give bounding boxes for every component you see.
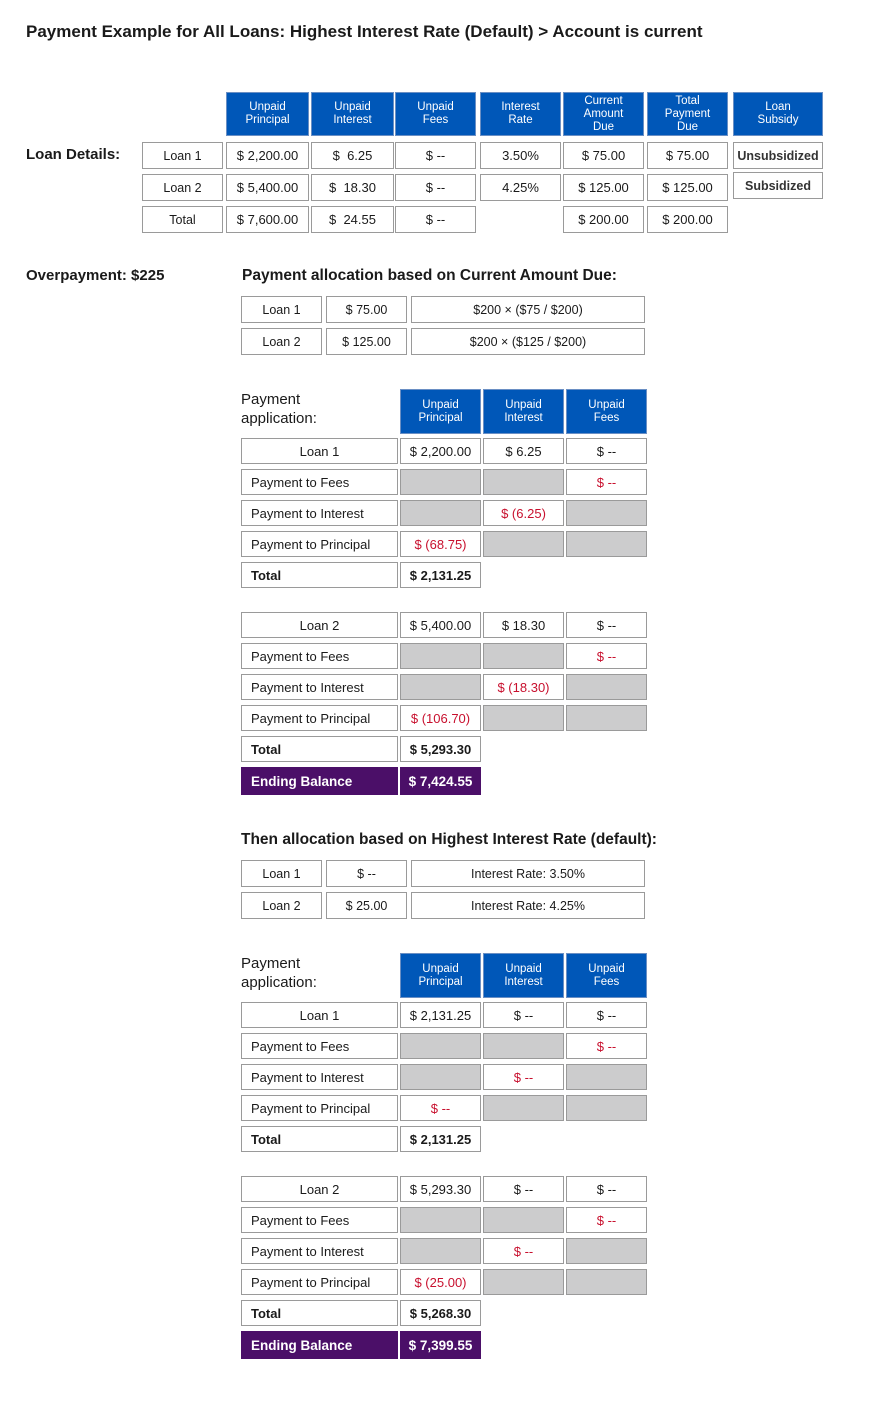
header-unpaid-fees: Unpaid Fees bbox=[395, 92, 476, 136]
payment-to-principal-value: $ -- bbox=[400, 1095, 481, 1121]
interest-rate-value: 4.25% bbox=[480, 174, 561, 201]
loan-name: Loan 1 bbox=[241, 438, 398, 464]
empty-cell bbox=[483, 1095, 564, 1121]
payment-to-interest-label: Payment to Interest bbox=[241, 500, 398, 526]
empty-cell bbox=[483, 643, 564, 669]
empty-cell bbox=[566, 705, 647, 731]
unpaid-fees-value: $ -- bbox=[395, 174, 476, 201]
payment-to-principal-value: $ (25.00) bbox=[400, 1269, 481, 1295]
unpaid-interest-value: $ 6.25 bbox=[311, 142, 394, 169]
payment-to-interest-label: Payment to Interest bbox=[241, 1064, 398, 1090]
allocation-loan-name: Loan 1 bbox=[241, 296, 322, 323]
empty-cell bbox=[400, 469, 481, 495]
payment-application-label bbox=[241, 390, 317, 428]
payment-to-fees-value: $ -- bbox=[566, 1207, 647, 1233]
unpaid-principal-value: $ 5,400.00 bbox=[226, 174, 309, 201]
payment-to-principal-label: Payment to Principal bbox=[241, 1269, 398, 1295]
ending-balance-label: Ending Balance bbox=[241, 767, 398, 795]
loan-name: Loan 2 bbox=[241, 1176, 398, 1202]
header-unpaid-interest: Unpaid Interest bbox=[483, 389, 564, 434]
unpaid-fees-value: $ -- bbox=[566, 612, 647, 638]
unpaid-interest-value: $ 6.25 bbox=[483, 438, 564, 464]
empty-cell bbox=[400, 1238, 481, 1264]
payment-to-fees-value: $ -- bbox=[566, 643, 647, 669]
empty-cell bbox=[566, 1269, 647, 1295]
payment-to-interest-label: Payment to Interest bbox=[241, 674, 398, 700]
total-value: $ 2,131.25 bbox=[400, 1126, 481, 1152]
unpaid-principal-value: $ 2,131.25 bbox=[400, 1002, 481, 1028]
empty-cell bbox=[566, 1064, 647, 1090]
payment-to-fees-label: Payment to Fees bbox=[241, 1207, 398, 1233]
empty-cell bbox=[400, 1207, 481, 1233]
header-total-payment-due: Total Payment Due bbox=[647, 92, 728, 136]
total-payment-due-value: $ 75.00 bbox=[647, 142, 728, 169]
unpaid-fees-value: $ -- bbox=[566, 438, 647, 464]
unpaid-interest-value: $ -- bbox=[483, 1176, 564, 1202]
empty-cell bbox=[566, 531, 647, 557]
unpaid-principal-value: $ 7,600.00 bbox=[226, 206, 309, 233]
current-amount-due-value: $ 75.00 bbox=[563, 142, 644, 169]
header-unpaid-fees: Unpaid Fees bbox=[566, 953, 647, 998]
header-current-amount-due: Current Amount Due bbox=[563, 92, 644, 136]
total-label: Total bbox=[241, 562, 398, 588]
empty-cell bbox=[483, 705, 564, 731]
allocation-amount: $ 125.00 bbox=[326, 328, 407, 355]
loan-name: Loan 1 bbox=[241, 1002, 398, 1028]
unpaid-fees-value: $ -- bbox=[395, 206, 476, 233]
loan-name: Loan 2 bbox=[142, 174, 223, 201]
unpaid-principal-value: $ 2,200.00 bbox=[400, 438, 481, 464]
payment-to-fees-value: $ -- bbox=[566, 469, 647, 495]
payment-to-principal-label: Payment to Principal bbox=[241, 1095, 398, 1121]
empty-cell bbox=[483, 531, 564, 557]
payment-application-label-line2: application: bbox=[241, 974, 317, 991]
unpaid-principal-value: $ 2,200.00 bbox=[226, 142, 309, 169]
empty-cell bbox=[566, 674, 647, 700]
ending-balance-label: Ending Balance bbox=[241, 1331, 398, 1359]
empty-cell bbox=[483, 1033, 564, 1059]
current-amount-due-value: $ 200.00 bbox=[563, 206, 644, 233]
header-unpaid-interest: Unpaid Interest bbox=[311, 92, 394, 136]
unpaid-principal-value: $ 5,400.00 bbox=[400, 612, 481, 638]
loan-name: Loan 1 bbox=[142, 142, 223, 169]
empty-cell bbox=[483, 469, 564, 495]
total-value: $ 5,293.30 bbox=[400, 736, 481, 762]
loan-details-label: Loan Details: bbox=[26, 146, 121, 163]
unpaid-fees-value: $ -- bbox=[395, 142, 476, 169]
empty-cell bbox=[400, 500, 481, 526]
payment-to-interest-label: Payment to Interest bbox=[241, 1238, 398, 1264]
payment-to-principal-value: $ (106.70) bbox=[400, 705, 481, 731]
header-interest-rate: Interest Rate bbox=[480, 92, 561, 136]
payment-to-interest-value: $ (18.30) bbox=[483, 674, 564, 700]
payment-application-label-line1: Payment bbox=[241, 955, 301, 972]
loan-subsidy-value: Unsubsidized bbox=[733, 142, 823, 169]
header-unpaid-interest: Unpaid Interest bbox=[483, 953, 564, 998]
overpayment-label: Overpayment: $225 bbox=[26, 267, 165, 284]
total-value: $ 5,268.30 bbox=[400, 1300, 481, 1326]
payment-to-fees-label: Payment to Fees bbox=[241, 469, 398, 495]
payment-to-fees-label: Payment to Fees bbox=[241, 1033, 398, 1059]
empty-cell bbox=[400, 643, 481, 669]
total-label: Total bbox=[241, 1300, 398, 1326]
payment-to-principal-label: Payment to Principal bbox=[241, 531, 398, 557]
payment-to-interest-value: $ -- bbox=[483, 1064, 564, 1090]
header-unpaid-principal: Unpaid Principal bbox=[226, 92, 309, 136]
payment-to-principal-value: $ (68.75) bbox=[400, 531, 481, 557]
unpaid-interest-value: $ 18.30 bbox=[311, 174, 394, 201]
empty-cell bbox=[483, 1269, 564, 1295]
unpaid-principal-value: $ 5,293.30 bbox=[400, 1176, 481, 1202]
unpaid-interest-value: $ 24.55 bbox=[311, 206, 394, 233]
total-label: Total bbox=[241, 736, 398, 762]
payment-application-label bbox=[241, 954, 317, 992]
payment-application-label-line2: application: bbox=[241, 410, 317, 427]
unpaid-interest-value: $ 18.30 bbox=[483, 612, 564, 638]
allocation-amount: $ 25.00 bbox=[326, 892, 407, 919]
unpaid-fees-value: $ -- bbox=[566, 1176, 647, 1202]
allocation-amount: $ 75.00 bbox=[326, 296, 407, 323]
unpaid-interest-value: $ -- bbox=[483, 1002, 564, 1028]
empty-cell bbox=[566, 1238, 647, 1264]
allocation-rate: Interest Rate: 4.25% bbox=[411, 892, 645, 919]
total-payment-due-value: $ 125.00 bbox=[647, 174, 728, 201]
allocation-amount: $ -- bbox=[326, 860, 407, 887]
empty-cell bbox=[566, 1095, 647, 1121]
empty-cell bbox=[400, 1064, 481, 1090]
total-value: $ 2,131.25 bbox=[400, 562, 481, 588]
payment-to-fees-value: $ -- bbox=[566, 1033, 647, 1059]
allocation-loan-name: Loan 2 bbox=[241, 328, 322, 355]
payment-to-fees-label: Payment to Fees bbox=[241, 643, 398, 669]
empty-cell bbox=[400, 1033, 481, 1059]
total-label: Total bbox=[241, 1126, 398, 1152]
payment-to-principal-label: Payment to Principal bbox=[241, 705, 398, 731]
empty-cell bbox=[400, 674, 481, 700]
ending-balance-value: $ 7,399.55 bbox=[400, 1331, 481, 1359]
empty-cell bbox=[566, 500, 647, 526]
header-unpaid-fees: Unpaid Fees bbox=[566, 389, 647, 434]
allocation-formula: $200 × ($75 / $200) bbox=[411, 296, 645, 323]
current-amount-due-value: $ 125.00 bbox=[563, 174, 644, 201]
loan-name: Total bbox=[142, 206, 223, 233]
page-title: Payment Example for All Loans: Highest Interest Rate (Default) > Account is current bbox=[26, 22, 703, 41]
header-unpaid-principal: Unpaid Principal bbox=[400, 953, 481, 998]
header-loan-subsidy: Loan Subsidy bbox=[733, 92, 823, 136]
loan-name: Loan 2 bbox=[241, 612, 398, 638]
ending-balance-value: $ 7,424.55 bbox=[400, 767, 481, 795]
allocation-interest-rate-title: Then allocation based on Highest Interest Rate (default): bbox=[241, 831, 657, 848]
unpaid-fees-value: $ -- bbox=[566, 1002, 647, 1028]
total-payment-due-value: $ 200.00 bbox=[647, 206, 728, 233]
payment-application-label-line1: Payment bbox=[241, 391, 301, 408]
allocation-loan-name: Loan 2 bbox=[241, 892, 322, 919]
allocation-rate: Interest Rate: 3.50% bbox=[411, 860, 645, 887]
allocation-current-due-title: Payment allocation based on Current Amount Due: bbox=[242, 267, 617, 284]
allocation-loan-name: Loan 1 bbox=[241, 860, 322, 887]
payment-to-interest-value: $ (6.25) bbox=[483, 500, 564, 526]
allocation-formula: $200 × ($125 / $200) bbox=[411, 328, 645, 355]
header-unpaid-principal: Unpaid Principal bbox=[400, 389, 481, 434]
payment-to-interest-value: $ -- bbox=[483, 1238, 564, 1264]
loan-subsidy-value: Subsidized bbox=[733, 172, 823, 199]
empty-cell bbox=[483, 1207, 564, 1233]
interest-rate-value: 3.50% bbox=[480, 142, 561, 169]
